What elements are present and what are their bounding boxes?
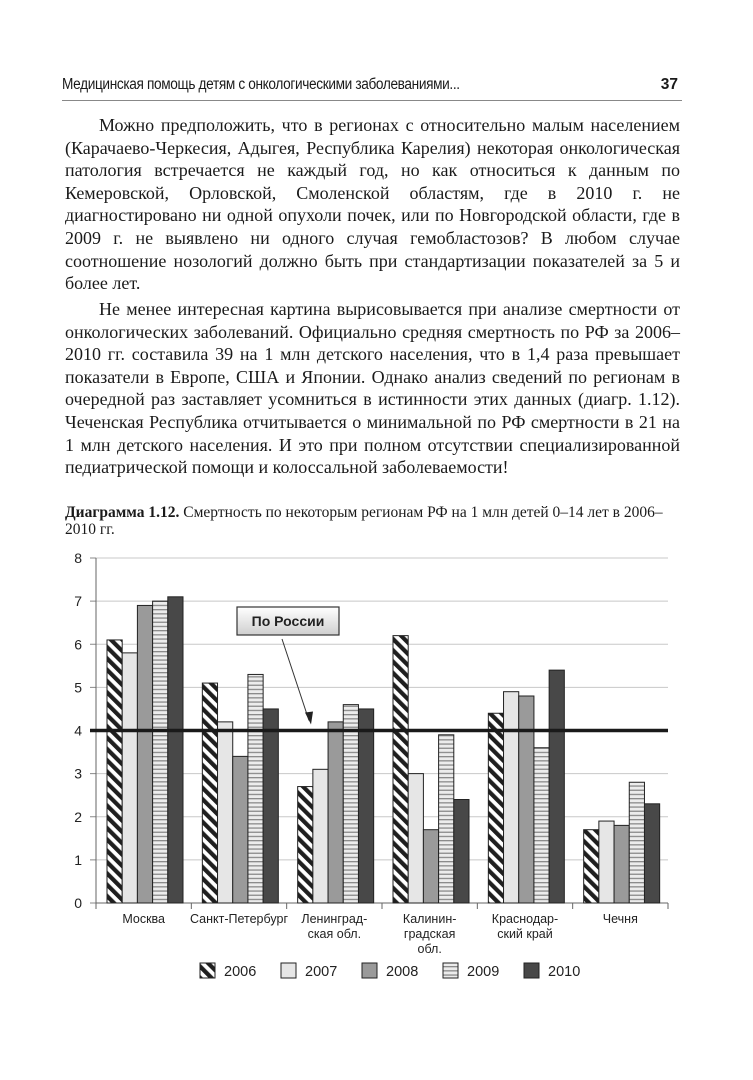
category-label: градская [403,927,456,941]
category-label: Москва [122,912,166,926]
reference-label: По России [251,613,325,629]
bar-2008 [519,696,534,903]
bar-2006 [107,640,122,903]
bar-2006 [202,683,217,903]
y-tick-label: 6 [74,636,82,653]
y-tick-label: 8 [74,550,82,566]
category-label: обл. [417,942,442,956]
bar-2006 [584,830,599,903]
chart-svg [0,540,753,1010]
figure-caption [65,504,680,538]
bar-2007 [504,692,519,903]
bar-2008 [328,722,343,903]
bars [107,597,660,903]
paragraph-2 [65,298,680,479]
category-labels [122,912,638,956]
y-tick-label: 3 [74,765,82,782]
category-label: Ленинград- [301,912,368,926]
legend-label: 2008 [386,964,419,980]
y-tick-label: 5 [74,679,82,696]
page-number: 37 [660,76,678,93]
bar-2010 [644,804,659,903]
bar-2009 [534,748,549,903]
bar-2006 [298,787,313,903]
bar-2009 [248,674,263,903]
bar-2008 [233,756,248,903]
y-tick-label: 4 [74,722,82,739]
legend-swatch-2008 [362,963,377,978]
bar-chart [0,540,753,1015]
category-label: Краснодар- [491,912,559,926]
y-tick-label: 0 [74,895,82,911]
bar-2006 [488,713,503,903]
legend-swatch-2010 [524,963,539,978]
arrow-head-icon [305,712,313,725]
caption-label: Диаграмма 1.12. [65,504,180,521]
reference-arrow [282,639,309,721]
legend-label: 2006 [224,964,257,980]
bar-2008 [137,605,152,903]
y-tick-label: 2 [74,808,82,825]
category-label: Чечня [602,912,638,926]
legend [200,963,580,980]
bar-2010 [168,597,183,903]
legend-label: 2007 [305,964,338,980]
bar-2007 [218,722,233,903]
legend-label: 2010 [548,964,581,980]
category-label: Санкт-Петербург [189,912,289,926]
bar-2006 [393,636,408,903]
category-label: ская обл. [307,927,362,941]
bar-2009 [153,601,168,903]
category-label: Калинин- [402,912,457,926]
legend-swatch-2009 [443,963,458,978]
legend-swatch-2006 [200,963,215,978]
caption-text: Смертность по некоторым регионам РФ на 1 млн детей 0–14 лет в 2006–2010 гг. [65,504,663,538]
legend-swatch-2007 [281,963,296,978]
paragraph-1 [65,114,680,295]
bar-2008 [423,830,438,903]
y-tick-label: 7 [74,593,82,610]
bar-2007 [122,653,137,903]
bar-2010 [549,670,564,903]
bar-2010 [263,709,278,903]
bar-2007 [313,769,328,903]
paragraph-text: Не менее интересная картина вырисовывается при анализе смертности от онкологических заболеваний. Официально средняя смертность по РФ за 2006–2010 гг. составила 39 на 1 млн детского населения, что в 1,4 раза превышает показатели в Европе, США и Японии. Однако анализ сведений по регионам в очередной раз заставляет усомниться в истинности этих данных (диагр. 1.12). Чеченская Республика отчитывается о минимальной по РФ смертности в 21 на 1 млн детского населения. И это при полном отсутствии специализированной педиатрической помощи и колоссальной заболеваемости! [65,299,680,478]
running-head-title: Медицинская помощь детям с онкологическими заболеваниями... [62,76,460,93]
bar-2010 [358,709,373,903]
running-head [62,74,682,101]
legend-label: 2009 [467,964,500,980]
category-label: ский край [497,927,553,941]
bar-2009 [343,705,358,903]
bar-2007 [408,774,423,903]
bar-2009 [439,735,454,903]
y-tick-label: 1 [74,851,82,868]
bar-2007 [599,821,614,903]
bar-2010 [454,800,469,904]
bar-2008 [614,825,629,903]
paragraph-text: Можно предположить, что в регионах с относительно малым населением (Карачаево-Черкесия, Адыгея, Республика Карелия) некоторая онкологическая патология встречается не каждый год, но как относиться к данным по Кемеровской, Орловской, Смоленской областям, где в 2010 г. не диагностировано ни одной опухоли почек, или по Новгородской области, где в 2009 г. не выявлено ни одного случая гемобластозов? В любом случае соотношение нозологий должно быть при стандартизации показателей за 5 и более лет. [65,115,680,294]
bar-2009 [629,782,644,903]
